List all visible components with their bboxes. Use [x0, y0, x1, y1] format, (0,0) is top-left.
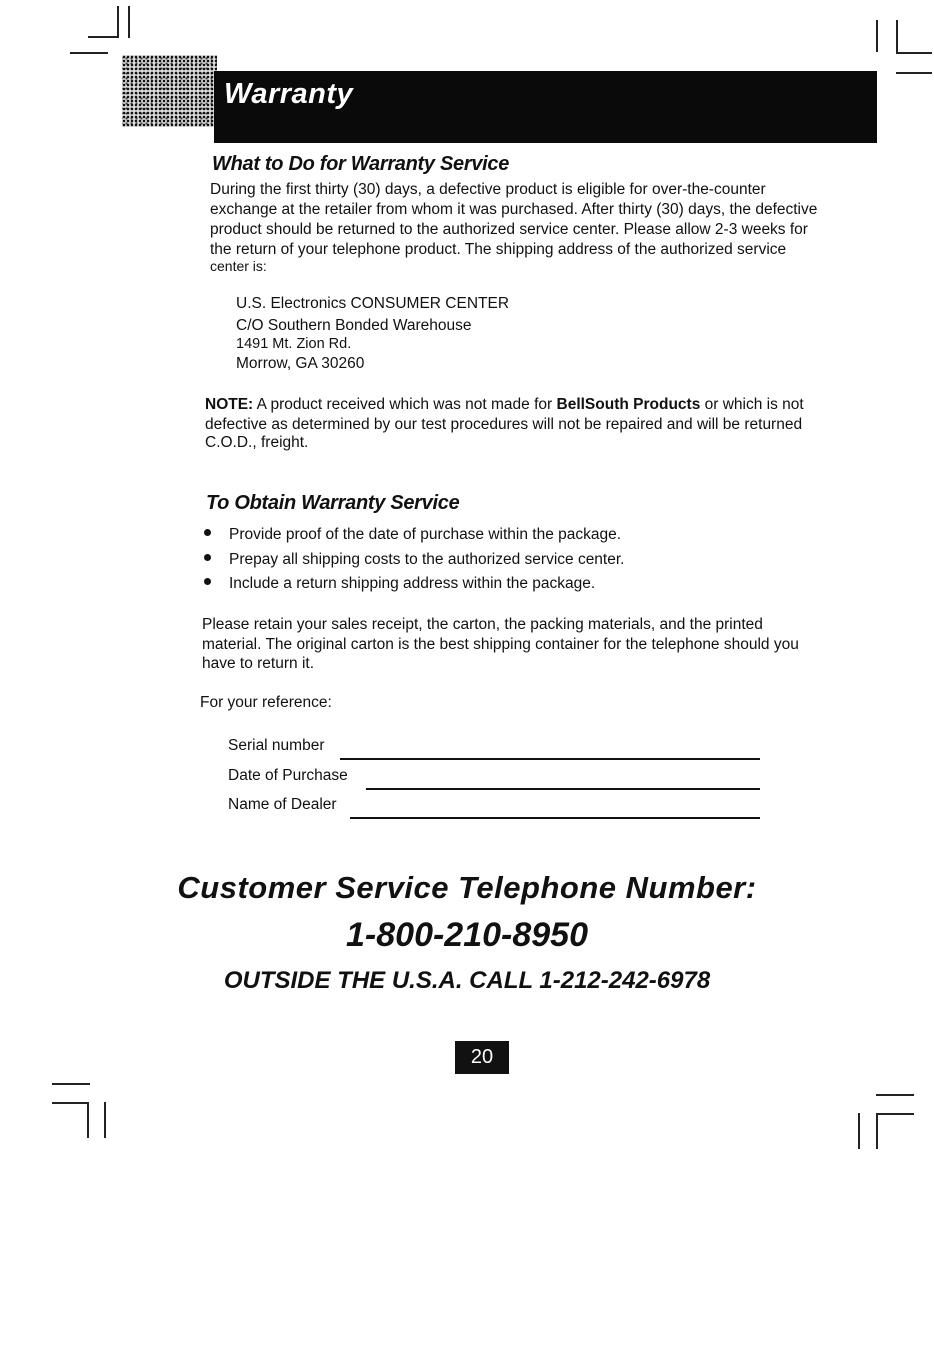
crop-mark-top-left-v1 — [117, 6, 119, 38]
warranty-service-heading: What to Do for Warranty Service — [212, 153, 510, 175]
retain-line-1: Please retain your sales receipt, the carton, the packing materials, and the printed — [202, 616, 763, 633]
name-of-dealer-label: Name of Dealer — [228, 796, 337, 813]
note-line-2: defective as determined by our test procedures will not be repaired and will be returned — [205, 416, 803, 433]
note-text-a: A product received which was not made for — [253, 396, 557, 413]
outside-usa-line: OUTSIDE THE U.S.A. CALL 1-212-242-6978 — [223, 967, 711, 994]
crop-mark-top-right-v2 — [896, 20, 898, 52]
crop-mark-bottom-right-h2 — [876, 1113, 914, 1115]
crop-mark-top-right-v1 — [876, 20, 878, 52]
crop-mark-bottom-left-v2 — [104, 1102, 106, 1138]
bullet-item — [204, 575, 595, 593]
customer-service-number: 1-800-210-8950 — [346, 916, 588, 954]
bullet-text: Include a return shipping address within the package. — [229, 575, 596, 592]
bullet-item — [204, 551, 624, 569]
warranty-paragraph-line-4: the return of your telephone product. The shipping address of the authorized service — [210, 241, 787, 258]
reference-label: For your reference: — [200, 694, 332, 711]
address-line-1: U.S. Electronics CONSUMER CENTER — [236, 295, 510, 312]
address-line-2: C/O Southern Bonded Warehouse — [236, 317, 472, 334]
header-banner — [122, 55, 877, 143]
address-line-3: 1491 Mt. Zion Rd. — [236, 336, 352, 352]
retain-line-2: material. The original carton is the best shipping container for the telephone should you — [202, 636, 799, 653]
crop-mark-bottom-right-v1 — [858, 1113, 860, 1149]
page-title: Warranty — [224, 78, 354, 110]
note-brand: BellSouth Products — [556, 396, 701, 413]
warranty-paragraph-line-3: product should be returned to the authorized service center. Please allow 2-3 weeks for — [210, 221, 808, 238]
warranty-paragraph-line-5: center is: — [210, 258, 267, 274]
note-line-1 — [205, 395, 804, 415]
crop-mark-bottom-left-h2 — [52, 1102, 88, 1104]
crop-mark-bottom-left-v1 — [87, 1102, 89, 1138]
obtain-warranty-heading: To Obtain Warranty Service — [206, 492, 460, 514]
address-line-4: Morrow, GA 30260 — [236, 355, 365, 372]
bullet-text: Prepay all shipping costs to the authorized service center. — [229, 551, 625, 568]
crop-mark-bottom-left-h1 — [52, 1083, 90, 1085]
customer-service-title: Customer Service Telephone Number: — [177, 870, 757, 905]
crop-mark-bottom-right-h1 — [876, 1094, 914, 1096]
page-number: 20 — [455, 1041, 509, 1074]
note-text-b: or which is not — [700, 396, 804, 413]
retain-line-3: have to return it. — [202, 655, 315, 672]
crop-mark-top-left-h1 — [88, 36, 118, 38]
note-line-3: C.O.D., freight. — [205, 434, 309, 451]
crop-mark-top-left-v2 — [128, 6, 130, 38]
crop-mark-top-right-h2 — [896, 72, 932, 74]
note-label: NOTE: — [205, 396, 254, 413]
crop-mark-top-left-h2 — [70, 52, 108, 54]
crop-mark-bottom-right-v2 — [876, 1113, 878, 1149]
crop-mark-top-right-h1 — [896, 52, 932, 54]
serial-number-line — [340, 758, 760, 760]
bullet-item — [204, 526, 621, 544]
date-of-purchase-line — [366, 788, 760, 790]
bullet-icon — [204, 529, 211, 536]
bullet-icon — [204, 578, 211, 585]
serial-number-label: Serial number — [228, 737, 325, 754]
bullet-icon — [204, 554, 211, 561]
halftone-pattern — [122, 55, 217, 127]
bullet-text: Provide proof of the date of purchase within the package. — [229, 526, 622, 543]
warranty-paragraph-line-1: During the first thirty (30) days, a defective product is eligible for over-the-counter — [210, 181, 766, 198]
date-of-purchase-label: Date of Purchase — [228, 767, 348, 784]
warranty-paragraph-line-2: exchange at the retailer from whom it was purchased. After thirty (30) days, the defective — [210, 201, 818, 218]
name-of-dealer-line — [350, 817, 760, 819]
